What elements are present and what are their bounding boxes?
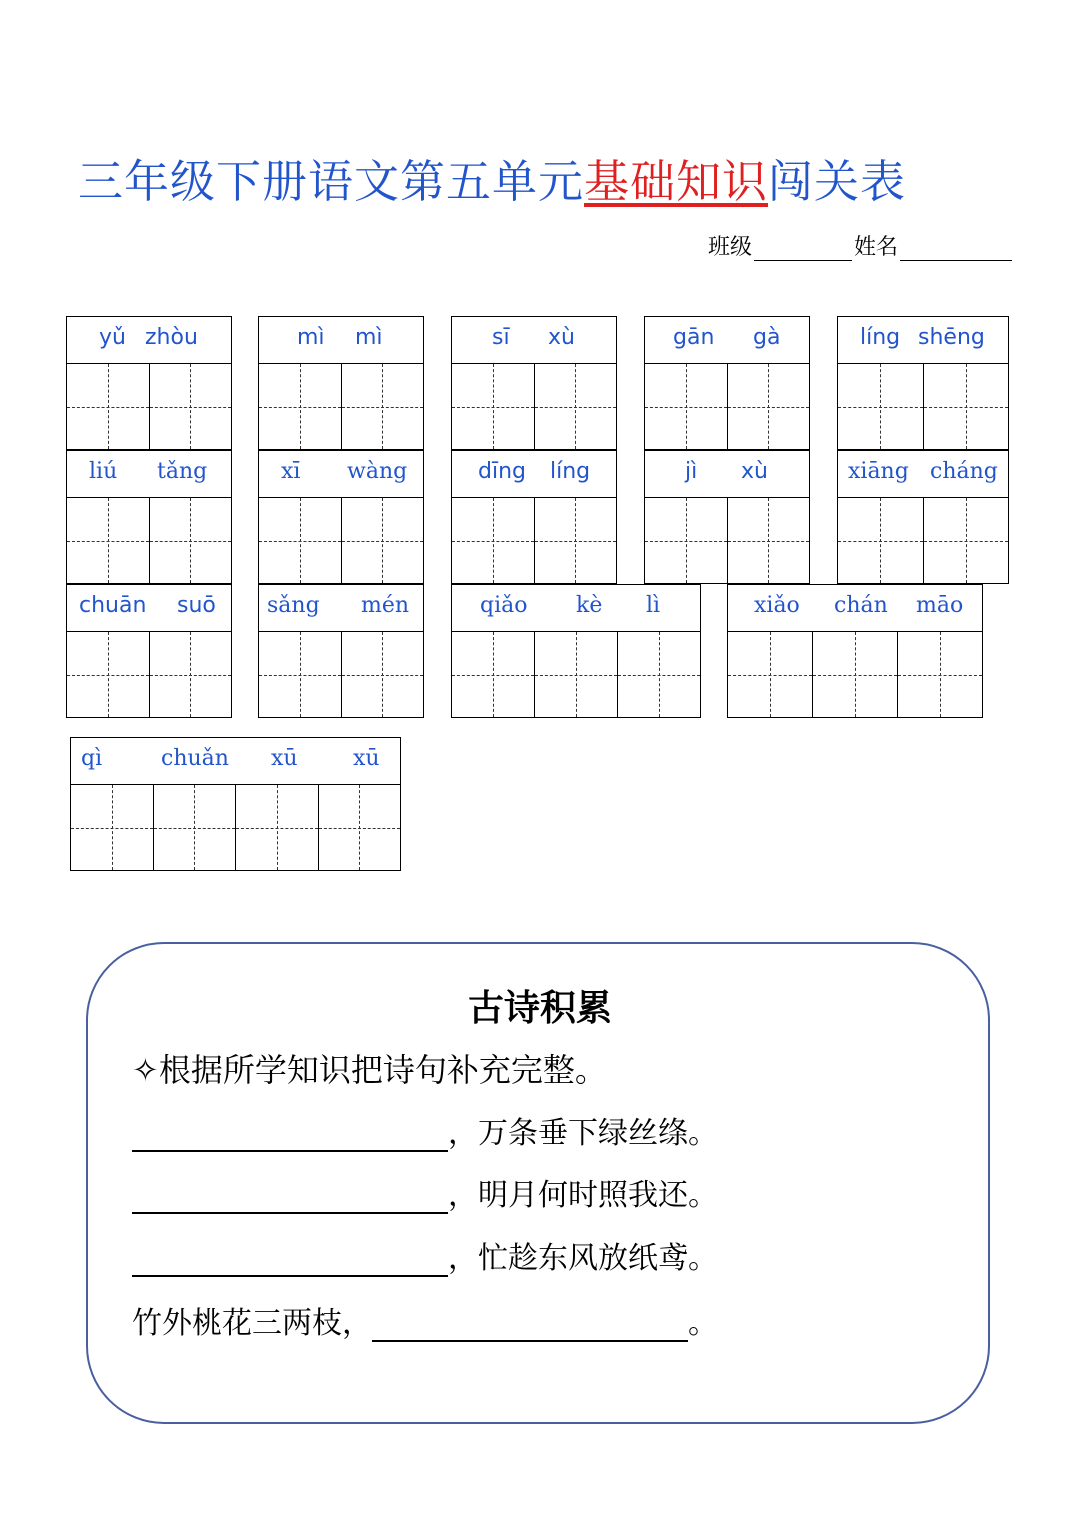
pinyin-box — [66, 450, 232, 584]
character-cells — [452, 498, 616, 583]
pinyin-row — [452, 451, 616, 498]
tianzige-cell[interactable] — [618, 632, 700, 717]
pinyin-box — [66, 584, 232, 718]
character-cells — [71, 785, 400, 870]
pinyin-syllable: sī — [492, 325, 510, 350]
pinyin-box — [837, 450, 1009, 584]
class-label: 班级 — [708, 235, 753, 260]
tianzige-cell[interactable] — [154, 785, 237, 870]
title-part2: 闯关表 — [768, 155, 907, 208]
pinyin-syllable: yǔ — [99, 325, 126, 350]
pinyin-syllable: gān — [673, 325, 715, 350]
pinyin-syllable: xù — [741, 459, 768, 484]
tianzige-cell[interactable] — [150, 364, 232, 449]
tianzige-cell[interactable] — [535, 364, 617, 449]
tianzige-cell[interactable] — [645, 498, 728, 583]
character-cells — [645, 364, 809, 449]
pinyin-box — [644, 316, 810, 450]
tianzige-cell[interactable] — [645, 364, 728, 449]
pinyin-row — [645, 317, 809, 364]
pinyin-syllable: xū — [353, 746, 380, 771]
tianzige-cell[interactable] — [898, 632, 982, 717]
poem-line-given: 竹外桃花三两枝， — [132, 1306, 372, 1341]
pinyin-row — [71, 738, 400, 785]
character-cells — [452, 364, 616, 449]
poem-line-given: ，万条垂下绿丝绦。 — [448, 1116, 718, 1151]
pinyin-syllable: jì — [685, 459, 698, 484]
tianzige-cell[interactable] — [319, 785, 401, 870]
pinyin-syllable: xù — [548, 325, 575, 350]
tianzige-cell[interactable] — [728, 498, 810, 583]
pinyin-row — [67, 585, 231, 632]
pinyin-box — [727, 584, 983, 718]
pinyin-row — [728, 585, 982, 632]
poem-instruction: ✧根据所学知识把诗句补充完整。 — [132, 1051, 607, 1089]
tianzige-cell[interactable] — [150, 632, 232, 717]
pinyin-syllable: qì — [81, 746, 103, 771]
poem-section-title: 古诗积累 — [467, 987, 612, 1029]
tianzige-cell[interactable] — [535, 632, 618, 717]
tianzige-cell[interactable] — [259, 498, 342, 583]
pinyin-syllable: cháng — [930, 459, 998, 484]
tianzige-cell[interactable] — [342, 498, 424, 583]
pinyin-syllable: mén — [361, 593, 410, 618]
tianzige-cell[interactable] — [67, 632, 150, 717]
character-cells — [838, 498, 1008, 583]
page-title — [78, 145, 906, 210]
pinyin-syllable: shēng — [918, 325, 985, 350]
tianzige-cell[interactable] — [259, 364, 342, 449]
poem-line — [132, 1298, 718, 1342]
character-cells — [259, 364, 423, 449]
pinyin-row — [452, 585, 700, 632]
poem-answer-blank[interactable] — [132, 1178, 448, 1214]
name-label: 姓名 — [854, 235, 899, 260]
pinyin-box — [66, 316, 232, 450]
tianzige-cell[interactable] — [236, 785, 319, 870]
pinyin-box — [258, 316, 424, 450]
character-cells — [728, 632, 982, 717]
tianzige-cell[interactable] — [71, 785, 154, 870]
pinyin-row — [645, 451, 809, 498]
pinyin-box — [258, 450, 424, 584]
pinyin-box — [644, 450, 810, 584]
poem-line — [132, 1233, 718, 1277]
pinyin-box — [258, 584, 424, 718]
poem-answer-blank[interactable] — [372, 1306, 688, 1342]
tianzige-cell[interactable] — [342, 632, 424, 717]
pinyin-syllable: chuǎn — [161, 746, 229, 771]
pinyin-syllable: dīng — [478, 459, 526, 484]
pinyin-syllable: mì — [297, 325, 325, 350]
tianzige-cell[interactable] — [150, 498, 232, 583]
pinyin-row — [838, 451, 1008, 498]
pinyin-syllable: chán — [834, 593, 888, 618]
tianzige-cell[interactable] — [67, 364, 150, 449]
pinyin-syllable: gà — [753, 325, 781, 350]
pinyin-row — [259, 317, 423, 364]
character-cells — [67, 364, 231, 449]
poem-line-given: ，明月何时照我还。 — [448, 1178, 718, 1213]
character-cells — [259, 498, 423, 583]
pinyin-syllable: suō — [177, 593, 216, 618]
pinyin-syllable: xū — [271, 746, 298, 771]
tianzige-cell[interactable] — [452, 364, 535, 449]
pinyin-syllable: sǎng — [267, 593, 320, 618]
pinyin-syllable: tǎng — [157, 459, 208, 484]
pinyin-syllable: māo — [916, 593, 964, 618]
character-cells — [259, 632, 423, 717]
tianzige-cell[interactable] — [259, 632, 342, 717]
pinyin-row — [838, 317, 1008, 364]
pinyin-syllable: chuān — [79, 593, 147, 618]
poem-line-given: 。 — [688, 1306, 718, 1341]
class-field[interactable] — [754, 238, 852, 261]
tianzige-cell[interactable] — [67, 498, 150, 583]
tianzige-cell[interactable] — [535, 498, 617, 583]
tianzige-cell[interactable] — [342, 364, 424, 449]
pinyin-syllable: líng — [550, 459, 591, 484]
pinyin-row — [67, 317, 231, 364]
pinyin-box — [70, 737, 401, 871]
title-highlight: 基础知识 — [584, 155, 769, 208]
pinyin-syllable: liú — [89, 459, 118, 484]
title-part1: 三年级下册语文第五单元 — [78, 155, 585, 208]
pinyin-syllable: zhòu — [145, 325, 198, 350]
tianzige-cell[interactable] — [728, 632, 813, 717]
tianzige-cell[interactable] — [728, 364, 810, 449]
tianzige-cell[interactable] — [838, 498, 924, 583]
pinyin-syllable: wàng — [347, 459, 408, 484]
pinyin-box — [451, 316, 617, 450]
class-name-line — [708, 230, 1014, 261]
pinyin-syllable: kè — [576, 593, 603, 618]
tianzige-cell[interactable] — [452, 632, 535, 717]
pinyin-syllable: xiāng — [848, 459, 909, 484]
tianzige-cell[interactable] — [924, 498, 1009, 583]
pinyin-syllable: qiǎo — [480, 593, 528, 618]
poem-line — [132, 1170, 718, 1214]
name-field[interactable] — [900, 238, 1012, 261]
pinyin-syllable: líng — [860, 325, 901, 350]
pinyin-syllable: mì — [355, 325, 383, 350]
pinyin-syllable: xiǎo — [754, 593, 800, 618]
pinyin-row — [452, 317, 616, 364]
pinyin-row — [259, 451, 423, 498]
tianzige-cell[interactable] — [452, 498, 535, 583]
tianzige-cell[interactable] — [838, 364, 924, 449]
character-cells — [67, 632, 231, 717]
pinyin-box — [451, 584, 701, 718]
pinyin-row — [67, 451, 231, 498]
poem-line — [132, 1108, 718, 1152]
pinyin-box — [837, 316, 1009, 450]
pinyin-syllable: lì — [646, 593, 661, 618]
character-cells — [67, 498, 231, 583]
character-cells — [452, 632, 700, 717]
tianzige-cell[interactable] — [924, 364, 1009, 449]
character-cells — [645, 498, 809, 583]
pinyin-box — [451, 450, 617, 584]
poem-answer-blank[interactable] — [132, 1116, 448, 1152]
pinyin-row — [259, 585, 423, 632]
pinyin-syllable: xī — [281, 459, 301, 484]
tianzige-cell[interactable] — [813, 632, 898, 717]
poem-line-given: ，忙趁东风放纸鸢。 — [448, 1241, 718, 1276]
poem-answer-blank[interactable] — [132, 1241, 448, 1277]
character-cells — [838, 364, 1008, 449]
